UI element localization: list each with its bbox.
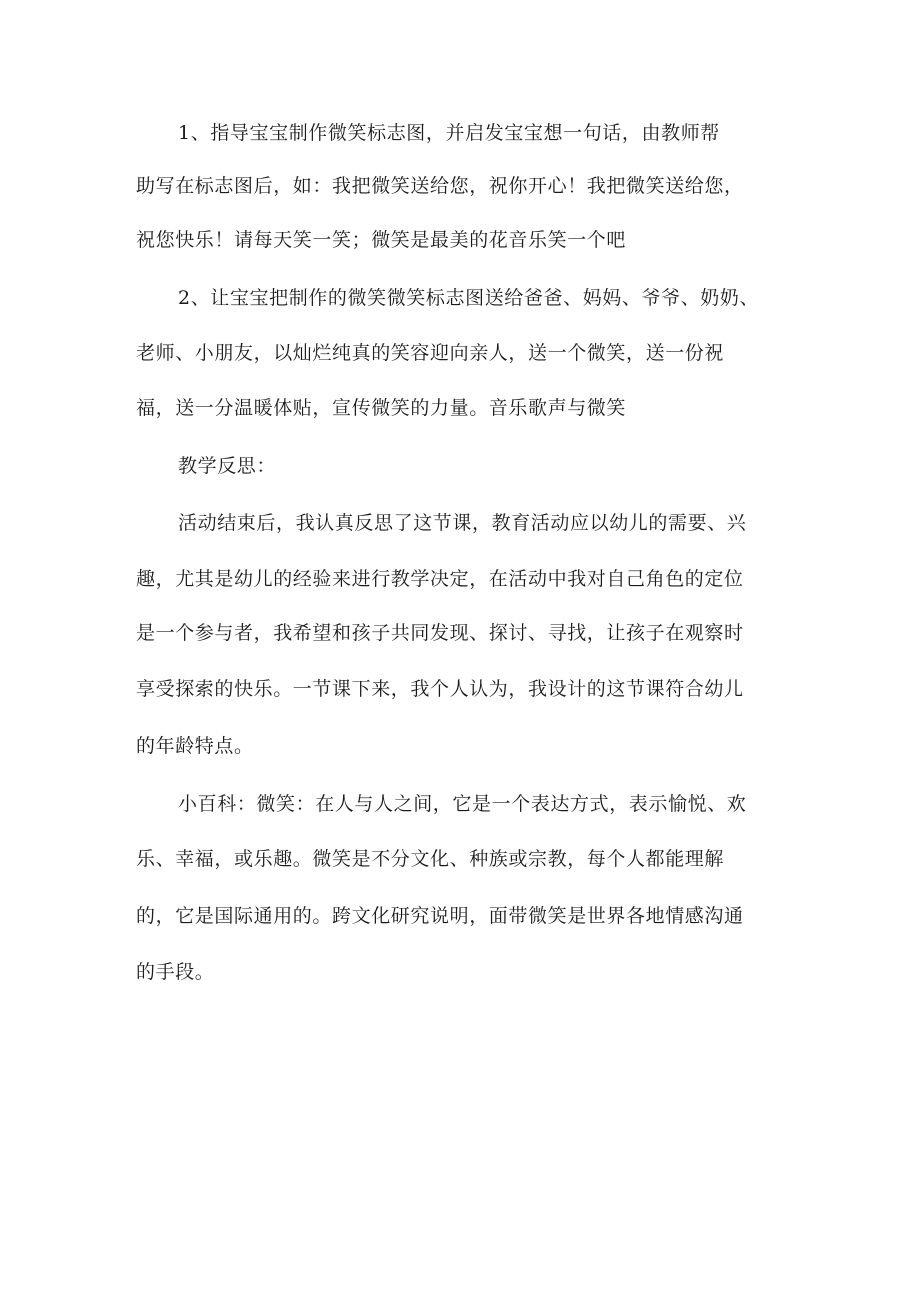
paragraph-1-line-3: 祝您快乐！请每天笑一笑；微笑是最美的花音乐笑一个吧	[136, 229, 627, 251]
paragraph-5-line-2: 乐、幸福，或乐趣。微笑是不分文化、种族或宗教，每个人都能理解	[136, 848, 725, 870]
paragraph-5-line-3: 的，它是国际通用的。跨文化研究说明，面带微笑是世界各地情感沟通	[136, 905, 744, 927]
paragraph-2-line-3: 福，送一分温暖体贴，宣传微笑的力量。音乐歌声与微笑	[136, 397, 627, 419]
paragraph-4-line-4: 享受探索的快乐。一节课下来，我个人认为，我设计的这节课符合幼儿	[136, 678, 744, 700]
paragraph-2-line-1: 2、让宝宝把制作的微笑微笑标志图送给爸爸、妈妈、爷爷、奶奶、	[178, 287, 760, 309]
paragraph-5-line-1: 小百科：微笑：在人与人之间，它是一个表达方式，表示愉悦、欢	[178, 793, 747, 815]
paragraph-4-line-5: 的年龄特点。	[136, 735, 254, 757]
paragraph-4-line-2: 趣，尤其是幼儿的经验来进行教学决定，在活动中我对自己角色的定位	[136, 568, 744, 590]
paragraph-4-line-1: 活动结束后，我认真反思了这节课，教育活动应以幼儿的需要、兴	[178, 512, 747, 534]
section-heading-reflection: 教学反思：	[178, 455, 277, 477]
paragraph-1-line-1: 1、指导宝宝制作微笑标志图，并启发宝宝想一句话，由教师帮	[178, 122, 720, 144]
paragraph-4-line-3: 是一个参与者，我希望和孩子共同发现、探讨、寻找，让孩子在观察时	[136, 622, 744, 644]
paragraph-2-line-2: 老师、小朋友，以灿烂纯真的笑容迎向亲人，送一个微笑，送一份祝	[136, 342, 725, 364]
paragraph-1-line-2: 助写在标志图后，如：我把微笑送给您，祝你开心！我把微笑送给您，	[136, 175, 744, 197]
paragraph-5-line-4: 的手段。	[136, 961, 215, 983]
